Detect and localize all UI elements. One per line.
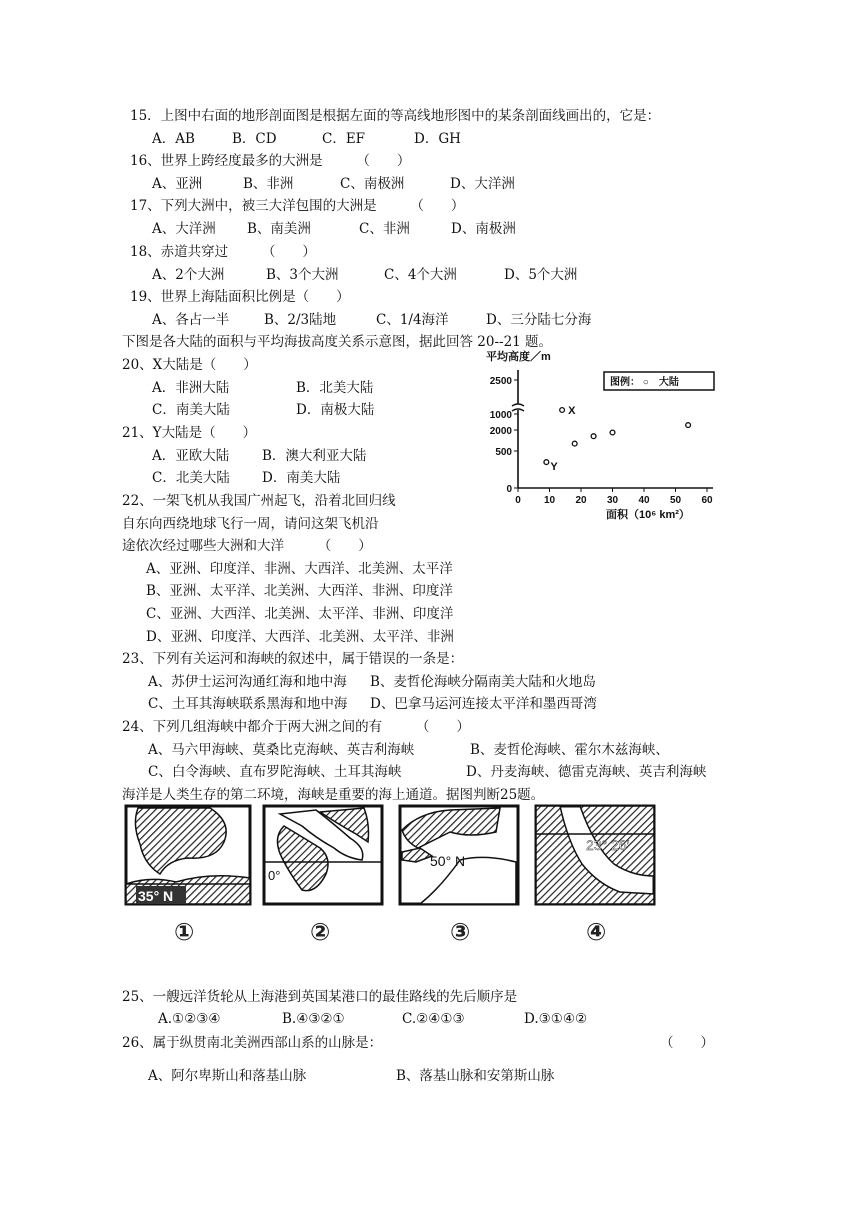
q24-option-c[interactable]: C、白令海峡、直布罗陀海峡、土耳其海峡 (148, 764, 402, 780)
chart-x-tick-label: 10 (543, 495, 556, 506)
q24-option-d[interactable]: D、丹麦海峡、德雷克海峡、英吉利海峡 (466, 764, 707, 780)
chart-x-tick-label: 50 (669, 495, 682, 506)
q16-options (152, 175, 515, 193)
q22-stem-line1: 22、一架飞机从我国广州起飞，沿着北回归线 (122, 493, 396, 509)
q24-stem: 24、下列几组海峡中都介于两大洲之间的有 （ ） (122, 719, 470, 735)
q21-stem: 21、Y大陆是（ ） (122, 425, 257, 441)
q23-option-b[interactable]: B、麦哲伦海峡分隔南美大陆和火地岛 (370, 674, 596, 690)
q23-option-a[interactable]: A、苏伊士运河沟通红海和地中海 (148, 674, 347, 690)
q16-option-a[interactable]: A、亚洲 (152, 176, 203, 192)
chart-y-tick-label: 1000 (489, 410, 512, 421)
q20-options-row2 (152, 401, 374, 419)
q23-option-d[interactable]: D、巴拿马运河连接太平洋和墨西哥湾 (370, 696, 597, 712)
chart-point (560, 408, 565, 413)
q19-option-b[interactable]: B、2/3陆地 (264, 312, 337, 328)
strait-map-3-number: ③ (450, 919, 471, 946)
q15-option-b[interactable]: B．CD (232, 131, 277, 147)
q21-option-a[interactable]: A．亚欧大陆 (152, 448, 230, 464)
q20-stem: 20、X大陆是（ ） (122, 357, 257, 373)
chart-x-tick-label: 40 (638, 495, 650, 506)
q20-options-row1 (152, 379, 373, 397)
chart-point-label: Y (550, 461, 558, 474)
q25-options (158, 1010, 587, 1028)
strait-map-3 (400, 806, 518, 904)
q19-options (152, 311, 591, 329)
q17-stem: 17、下列大洲中，被三大洋包围的大洲是 （ ） (130, 198, 465, 214)
q24-options-row1 (148, 741, 669, 759)
chart-point (686, 423, 691, 428)
q24-options-row2 (148, 763, 706, 781)
q18-options (152, 266, 577, 284)
chart-axis-break (512, 404, 524, 411)
chart-y-tick-label: 0 (506, 484, 512, 495)
intro-20-21: 下图是各大陆的面积与平均海拔高度关系示意图，据此回答 20--21 题。 (122, 334, 553, 350)
strait-map-2-latitude: 0° (268, 868, 281, 883)
q21-option-c[interactable]: C．北美大陆 (152, 470, 230, 486)
q25-stem: 25、一艘远洋货轮从上海港到英国某港口的最佳路线的先后顺序是 (122, 989, 518, 1005)
q16-option-b[interactable]: B、非洲 (243, 176, 294, 192)
q19-option-d[interactable]: D、三分陆七分海 (486, 312, 592, 328)
chart-legend: 图例： ○ 大陆 (610, 377, 679, 388)
chart-x-axis-label: 面积（10⁶ km²） (606, 509, 690, 521)
q15-option-a[interactable]: A．AB (152, 131, 195, 147)
chart-point (572, 441, 577, 446)
q22-option-c[interactable]: C、亚洲、大西洋、北美洲、太平洋、非洲、印度洋 (146, 606, 454, 622)
q21-options-row2 (152, 469, 340, 487)
q19-option-c[interactable]: C、1/4海洋 (376, 312, 449, 328)
chart-x-tick-label: 0 (515, 495, 521, 506)
q22-stem-line2: 自东向西绕地球飞行一周，请问这架飞机沿 (122, 516, 379, 532)
chart-x-tick-label: 60 (701, 495, 713, 506)
q17-option-c[interactable]: C、非洲 (359, 221, 410, 237)
q26-answer-paren: （ ） (660, 1035, 714, 1051)
strait-map-4-latitude: 23° 26′ (586, 837, 630, 853)
strait-map-4-number: ④ (586, 919, 607, 946)
strait-map-3-latitude: 50° N (430, 853, 466, 869)
chart-y-tick-label: 2500 (489, 376, 512, 387)
q24-option-a[interactable]: A、马六甲海峡、莫桑比克海峡、英吉利海峡 (148, 742, 415, 758)
q19-stem: 19、世界上海陆面积比例是（ ） (130, 289, 350, 305)
q16-option-c[interactable]: C、南极洲 (340, 176, 405, 192)
q18-stem: 18、赤道共穿过 （ ） (130, 244, 316, 260)
q17-options (152, 220, 516, 238)
q15-stem: 15．上图中右面的地形剖面图是根据左面的等高线地形图中的某条剖面线画出的，它是： (130, 108, 661, 124)
q23-options-row2 (148, 695, 597, 713)
q16-stem: 16、世界上跨经度最多的大洲是 （ ） (130, 153, 411, 169)
q22-stem-line3: 途依次经过哪些大洲和大洋 （ ） (122, 538, 372, 554)
chart-point (544, 460, 549, 465)
chart-y-tick-label: 2000 (489, 426, 512, 437)
q26-option-b[interactable]: B、落基山脉和安第斯山脉 (396, 1068, 555, 1084)
q26-stem: 26、属于纵贯南北美洲西部山系的山脉是： (122, 1035, 383, 1051)
q25-option-a[interactable]: A.①②③④ (158, 1011, 221, 1027)
q20-option-a[interactable]: A．非洲大陆 (152, 380, 230, 396)
q24-option-b[interactable]: B、麦哲伦海峡、霍尔木兹海峡、 (470, 742, 669, 758)
q17-option-b[interactable]: B、南美洲 (247, 221, 311, 237)
q23-stem: 23、下列有关运河和海峡的叙述中，属于错误的一条是： (122, 651, 464, 667)
q26-option-a[interactable]: A、阿尔卑斯山和落基山脉 (148, 1068, 307, 1084)
strait-map-1 (126, 806, 250, 904)
chart-point (591, 434, 596, 439)
q15-option-d[interactable]: D．GH (414, 131, 461, 147)
strait-map-2-number: ② (310, 919, 331, 946)
q15-option-c[interactable]: C．EF (322, 131, 366, 147)
chart-y-axis-label: 平均高度／m (486, 351, 551, 363)
q17-option-d[interactable]: D、南极洲 (451, 221, 516, 237)
q15-options (152, 130, 461, 148)
strait-map-1-number: ① (174, 919, 195, 946)
strait-maps-figure (120, 802, 668, 948)
chart-y-tick-label: 500 (495, 447, 512, 458)
q22-option-a[interactable]: A、亚洲、印度洋、非洲、大西洋、北美洲、太平洋 (146, 561, 453, 577)
q25-option-c[interactable]: C.②④①③ (402, 1011, 465, 1027)
q25-option-d[interactable]: D.③①④② (524, 1011, 588, 1027)
q21-option-b[interactable]: B．澳大利亚大陆 (262, 448, 367, 464)
q22-option-b[interactable]: B、亚洲、太平洋、北美洲、大西洋、非洲、印度洋 (146, 583, 453, 599)
q19-option-a[interactable]: A、各占一半 (152, 312, 230, 328)
q20-option-d[interactable]: D．南极大陆 (296, 402, 375, 418)
q23-option-c[interactable]: C、土耳其海峡联系黑海和地中海 (148, 696, 348, 712)
q22-option-d[interactable]: D、亚洲、印度洋、大西洋、北美洲、太平洋、非洲 (146, 629, 454, 645)
q18-option-d[interactable]: D、5个大洲 (504, 267, 578, 283)
q20-option-b[interactable]: B．北美大陆 (296, 380, 374, 396)
intro-25: 海洋是人类生存的第二环境，海峡是重要的海上通道。据图判断25题。 (122, 787, 545, 803)
q21-option-d[interactable]: D．南美大陆 (262, 470, 341, 486)
continent-elevation-chart (478, 348, 728, 526)
strait-map-4 (536, 806, 654, 904)
q18-option-b[interactable]: B、3个大洲 (266, 267, 339, 283)
q17-option-a[interactable]: A、大洋洲 (152, 221, 216, 237)
q20-option-c[interactable]: C．南美大陆 (152, 402, 230, 418)
strait-map-2 (264, 806, 382, 904)
q18-option-a[interactable]: A、2个大洲 (152, 267, 225, 283)
q16-option-d[interactable]: D、大洋洲 (450, 176, 515, 192)
q21-options-row1 (152, 447, 366, 465)
q23-options-row1 (148, 673, 596, 691)
chart-x-tick-label: 20 (575, 495, 587, 506)
q18-option-c[interactable]: C、4个大洲 (384, 267, 457, 283)
chart-point-label: X (568, 405, 576, 417)
q25-option-b[interactable]: B.④③②① (282, 1011, 345, 1027)
strait-map-1-latitude: 35° N (138, 888, 174, 904)
q26-options (148, 1067, 554, 1085)
chart-x-tick-label: 30 (606, 495, 619, 506)
chart-point (610, 430, 615, 435)
